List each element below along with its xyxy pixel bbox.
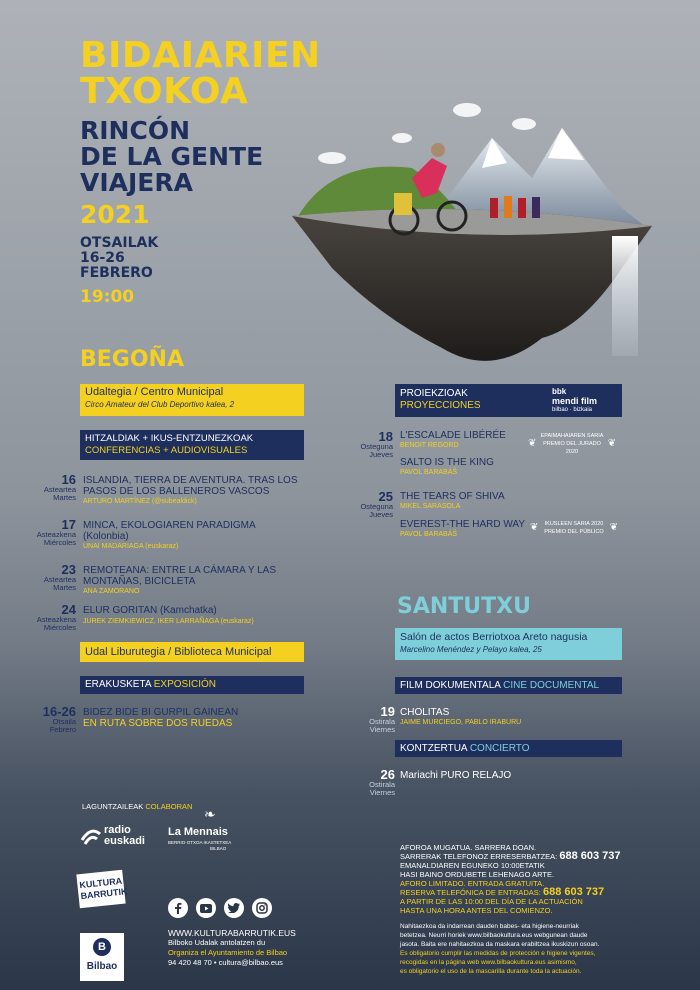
twitter-icon[interactable] [224,898,244,918]
footer-phone-email [168,958,296,968]
laurel-left-icon: ❦ [528,438,537,449]
exhibition-title-eu: BIDEZ BIDE BI GURPIL GAINEAN [83,707,239,718]
laurel-right-icon: ❦ [609,522,618,533]
tickets-eu-line3: EMANALDIAREN EGUNEKO 10:00ETATIK [400,861,545,870]
bilbao-label: Bilbao [86,961,118,972]
talk-weekday-eu: Asteazkena [36,615,76,624]
bilbao-b-icon: B [93,938,111,956]
kultura-barrutik-box [76,870,128,909]
begona-venue-name: Udaltegia / Centro Municipal [85,386,224,398]
exhibition-days: 16-26 [42,704,76,719]
concert-label-es: CONCIERTO [469,743,530,754]
concert-title-name: PURO RELAJO [440,770,512,781]
talk-weekday-es: Miércoles [43,538,76,547]
title-year: 2021 [80,200,150,229]
talk-title-line2: (Kolonbia) [83,531,129,542]
footer-separator: • [211,958,219,967]
film-director: PAVOL BARABÁŠ [400,531,458,538]
tickets-es-line4: HASTA UNA HORA ANTES DEL COMIENZO. [400,906,553,915]
film-title: L'ESCALADE LIBÉRÉE [400,430,506,441]
begona-heading: BEGOÑA [80,347,184,372]
bbk-mendi-film-logo [552,387,618,414]
library-venue-box: Udal Liburutegia / Biblioteca Municipal [80,642,304,662]
public-award-badge [530,520,618,536]
tickets-eu-line1: AFOROA MUGATUA. SARRERA DOAN. [400,843,537,852]
tickets-es-line1: AFORO LIMITADO. ENTRADA GRATUITA. [400,879,545,888]
projection-weekday-eu: Osteguna [360,502,393,511]
covid-info [400,922,660,976]
film-title: SALTO IS THE KING [400,457,494,468]
concert-weekday-eu: Ostirala [369,780,395,789]
santutxu-venue-name: Salón de actos Berriotxoa Areto nagusia [400,631,588,643]
footer-contact [168,928,296,968]
projection-weekday-es: Jueves [369,450,393,459]
film-director: PAVOL BARABÁŠ [400,469,458,476]
talk-info [83,605,323,626]
covid-eu-line3: jasota. Baita ere nahitaezkoa da maskara erabiltzea ikuskizun osoan. [400,941,600,948]
title-basque-line1: BIDAIARIEN [80,35,321,76]
person [490,198,498,218]
film-item [400,519,525,539]
talk-title-line1: MINCA, EKOLOGIAREN PARADIGMA [83,520,256,531]
radio-euskadi-text [104,825,145,847]
title-basque [80,35,321,112]
projection-day: 18 [378,429,393,444]
projection-date [349,490,393,519]
talk-date [32,473,76,502]
documentary-directors: JAIME MURCIEGO, PABLO IRABURU [400,719,522,726]
talk-weekday-eu: Asteartea [43,575,76,584]
cloud [512,118,536,130]
award-public-eu: IKUSLEEN SARIA 2020 [544,521,604,527]
talk-info [83,475,323,506]
social-icons [168,898,272,918]
projections-label-eu: PROIEKZIOAK [400,388,468,399]
concert-title [400,770,511,781]
projections-header [395,384,622,417]
projection-weekday-es: Jueves [369,510,393,519]
talk-title-line2: PASOS DE LOS BALLENEROS VASCOS [83,486,270,497]
pannier [394,193,412,215]
person [518,198,526,218]
documentary-title: CHOLITAS [400,707,450,718]
talk-title-line1: REMOTEANA: ENTRE LA CÁMARA Y LAS [83,565,277,576]
la-mennais-sub2: BILBAO [210,846,227,851]
santutxu-heading: SANTUTXU [397,594,531,619]
radio-euskadi-logo [80,822,155,852]
covid-eu-line2: betetzea. Neurri horiek www.bilbaokultura.eus webgunean daude [400,932,588,939]
dates-line1: OTSAILAK [80,235,159,251]
bbk-logo-line2: mendi film [552,396,598,406]
talks-header-eu: HITZALDIAK + IKUS-ENTZUNEZKOAK [85,433,254,444]
film-director: BENOIT REGORD [400,442,459,449]
concert-date [351,768,395,797]
title-time: 19:00 [80,287,135,307]
tickets-eu-phone: 688 603 737 [559,850,621,862]
waterfall [612,236,638,356]
concert-title-prefix: Mariachi [400,770,441,781]
exhibition-header [80,676,304,694]
tickets-es-line3: A PARTIR DE LAS 10:00 DEL DÍA DE LA ACTUACIÓN [400,897,583,906]
begona-venue-box [80,384,304,416]
radio-line2: euskadi [104,835,145,847]
youtube-icon[interactable] [196,898,216,918]
projections-labels [400,388,481,412]
exhibition-label-es: EXPOSICIÓN [153,679,216,690]
footer-website[interactable]: WWW.KULTURABARRUTIK.EUS [168,928,296,938]
talk-weekday-es: Martes [53,493,76,502]
documentary-info [400,707,521,727]
sponsors-label-es: COLABORAN [145,802,193,811]
sponsors-label-eu: LAGUNTZAILEAK [82,802,144,811]
talks-header-es: CONFERENCIAS + AUDIOVISUALES [85,445,248,456]
la-mennais-sub1: BERRIO-OTXOA IKASTETXEA [168,840,232,845]
radio-wave-icon [80,826,102,848]
documentary-day: 19 [380,704,395,719]
talk-speaker: ARTURO MARTÍNEZ (@subealdick) [83,498,197,505]
radio-line1: radio [104,824,131,836]
award-jury-es: PREMIO DEL JURADO 2020 [543,441,601,455]
talk-info [83,520,323,551]
talk-day: 23 [61,562,76,577]
title-basque-line2: TXOKOA [80,71,249,112]
dates-line2: 16-26 [80,250,125,266]
cloud [453,103,481,117]
jury-award-badge [528,432,616,456]
footer-email[interactable]: cultura@bilbao.eus [218,958,283,967]
documentary-header [395,677,622,694]
documentary-label-es: CINE DOCUMENTAL [503,680,600,691]
footer-phone: 94 420 48 70 [168,958,212,967]
exhibition-date [32,705,76,734]
santutxu-venue-box [395,628,622,660]
kultura-barrutik-logo [78,872,128,918]
title-spanish [80,118,263,196]
projection-date [349,430,393,459]
tickets-eu-line2-text: SARRERAK TELEFONOZ ERRESERBATZEA: [400,852,560,861]
tickets-eu-line4: HASI BAINO ORDUBETE LEHENAGO ARTE. [400,870,555,879]
talk-weekday-eu: Asteazkena [36,530,76,539]
talk-title-line1: ISLANDIA, TIERRA DE AVENTURA. TRAS LOS [83,475,298,486]
talk-speaker: JUREK ZIEMKIEWICZ, IKER LARRAÑAGA (euskaraz) [83,618,254,625]
projections-label-es: PROYECCIONES [400,400,481,411]
award-jury-eu: EPAIMAHAIAREN SARIA [540,433,604,439]
talk-weekday-es: Miércoles [43,623,76,632]
documentary-weekday-es: Viernes [369,725,395,734]
bbk-logo-line1: bbk [552,387,567,396]
tickets-eu-line2 [400,852,640,861]
talk-date [32,518,76,547]
projection-day: 25 [378,489,393,504]
footer-org-eu: Bilboko Udalak antolatzen du [168,938,266,947]
cloud [392,133,412,143]
kultura-line1: KULTURA [78,875,123,891]
bbk-logo-line3: bilbao · bizkaia [552,407,593,413]
tickets-es-line2 [400,888,640,897]
talk-title-line2: MONTAÑAS, BICICLETA [83,576,196,587]
cyclist-head [431,143,445,157]
film-item [400,491,505,511]
exhibition-title-es: EN RUTA SOBRE DOS RUEDAS [83,718,233,729]
award-public-es: PREMIO DEL PÚBLICO [544,529,604,535]
exhibition-weekday-eu: Otsaila [52,717,76,726]
concert-label-eu: KONTZERTUA [400,743,468,754]
tickets-info [400,843,640,915]
bilbao-logo [80,933,124,981]
person [532,197,540,218]
la-mennais-logo [168,806,243,856]
film-director: MIKEL SARASOLA [400,503,461,510]
kultura-line2: BARRUTIK [80,886,128,902]
tickets-es-line2-text: RESERVA TELEFÓNICA DE ENTRADAS: [400,888,543,897]
title-spanish-line2: DE LA GENTE [80,142,264,171]
documentary-weekday-eu: Ostirala [369,717,395,726]
talk-weekday-es: Martes [53,583,76,592]
floating-island-illustration [292,98,662,378]
projection-weekday-eu: Osteguna [360,442,393,451]
laurel-right-icon: ❦ [607,438,616,449]
talks-header [80,430,304,460]
concert-weekday-es: Viernes [369,788,395,797]
film-item [400,457,494,477]
exhibition-label-eu: ERAKUSKETA [85,679,151,690]
exhibition-weekday-es: Febrero [49,725,76,734]
begona-venue-address: Circo Amateur del Club Deportivo kalea, 2 [85,400,235,409]
covid-es-line3: es obligatorio el uso de la mascarilla durante toda la actuación. [400,968,582,975]
title-spanish-line1: RINCÓN [80,116,190,145]
film-title: THE TEARS OF SHIVA [400,491,505,502]
facebook-icon[interactable] [168,898,188,918]
title-spanish-line3: VIAJERA [80,168,193,197]
laurel-left-icon: ❦ [530,522,539,533]
talk-date [32,563,76,592]
person [504,196,512,218]
concert-header [395,740,622,757]
talk-weekday-eu: Asteartea [43,485,76,494]
talk-title-line1: ELUR GORITAN (Kamchatka) [83,605,217,616]
covid-eu-line1: Nahitaezkoa da indarrean dauden babes- eta higiene-neurriak [400,923,579,930]
instagram-icon[interactable] [252,898,272,918]
cloud [318,152,346,164]
documentary-date [351,705,395,734]
covid-es-line1: Es obligatorio cumplir las medidas de protección e higiene vigentes, [400,950,596,957]
exhibition-info [83,707,323,729]
talk-speaker: ANA ZAMORANO [83,588,140,595]
talk-day: 17 [61,517,76,532]
santutxu-venue-address: Marcelino Menéndez y Pelayo kalea, 25 [400,645,542,654]
talk-day: 24 [61,602,76,617]
talk-date [32,603,76,632]
footer-org-es: Organiza el Ayuntamiento de Bilbao [168,948,288,957]
talk-speaker: UNAI MADARIAGA (euskaraz) [83,543,179,550]
talk-info [83,565,323,596]
tickets-es-phone: 688 603 737 [542,886,605,898]
covid-es-line2: recogidas en la página web www.bilbaokultura.eus asimismo, [400,959,577,966]
talk-day: 16 [61,472,76,487]
dates-line3: FEBRERO [80,265,153,281]
concert-day: 26 [380,767,395,782]
film-title: EVEREST-THE HARD WAY [400,519,526,530]
documentary-label-eu: FILM DOKUMENTALA [400,680,501,691]
dove-icon: ❧ [204,806,216,822]
la-mennais-name: La Mennais [168,826,228,838]
film-item [400,430,506,450]
title-dates [80,236,158,281]
